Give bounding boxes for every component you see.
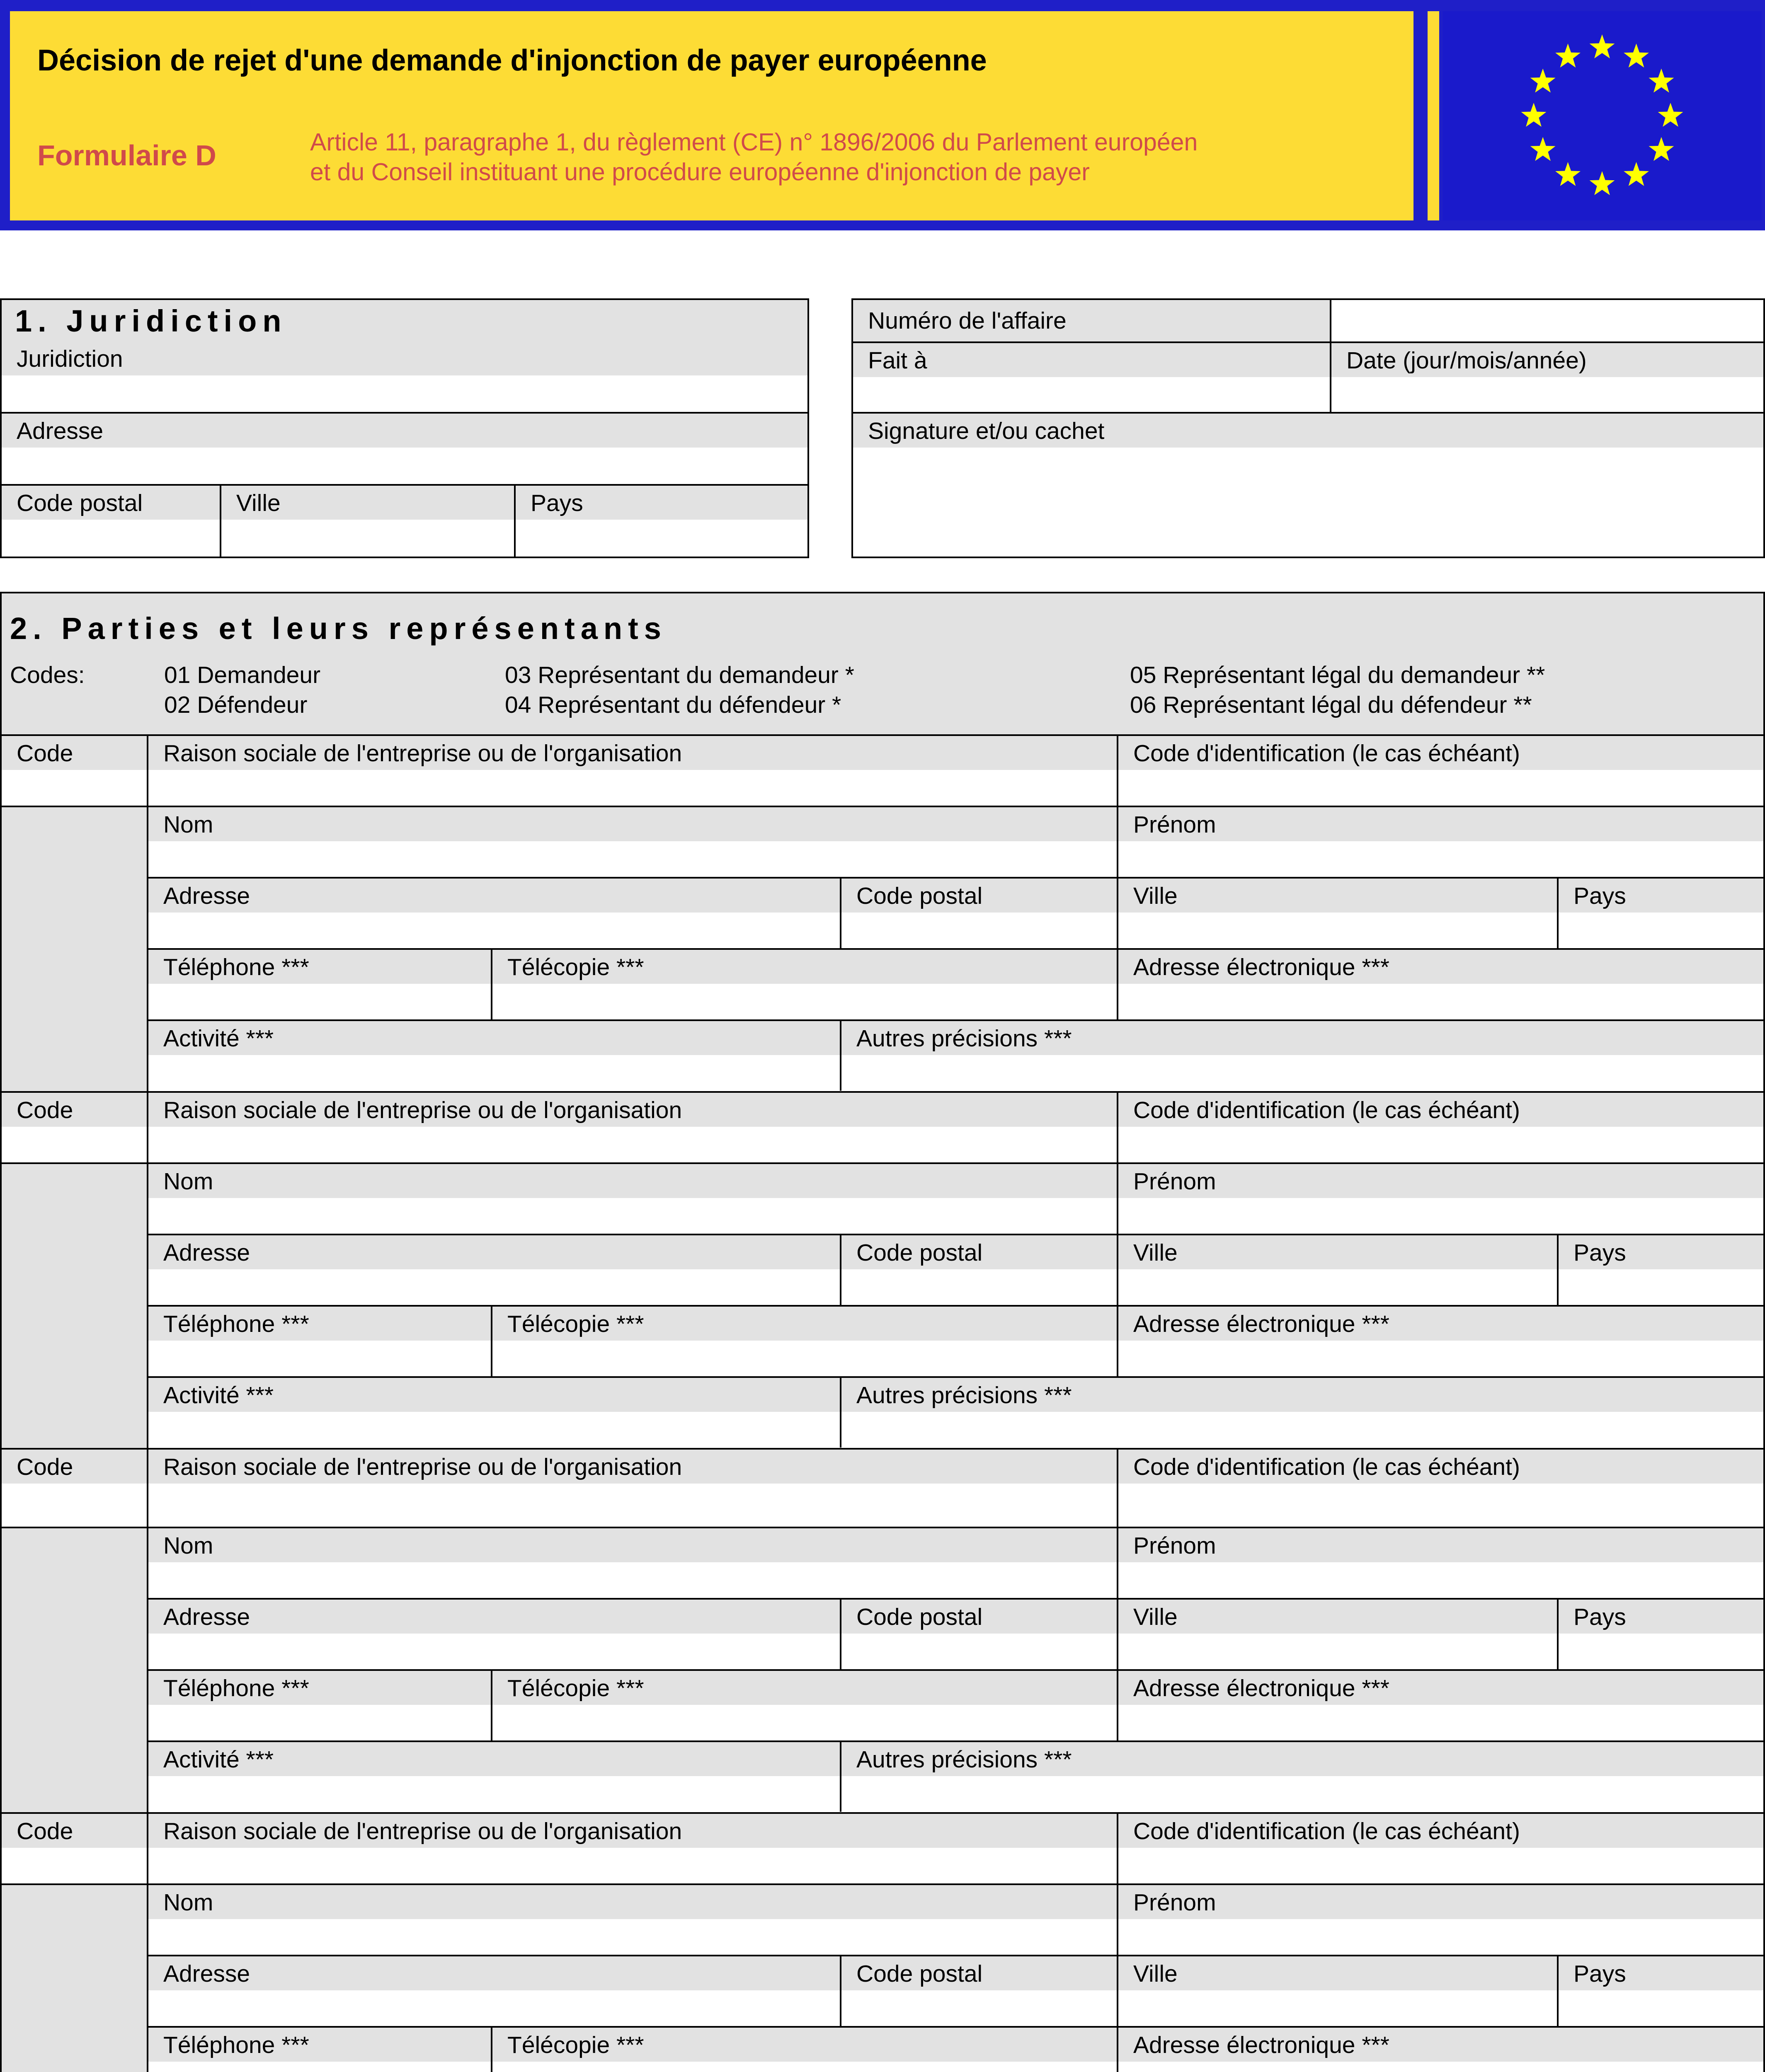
case-number-label: Numéro de l'affaire: [853, 300, 1330, 341]
party-2-email-field-label: Adresse électronique ***: [1118, 1307, 1763, 1341]
party-1-phone-field[interactable]: [148, 950, 491, 1019]
party-4-firstname-field[interactable]: [1118, 1885, 1763, 1955]
party-4-city-field-label: Ville: [1118, 1956, 1557, 1990]
section-juridiction-title: 1. Juridiction: [15, 304, 287, 338]
party-2-phone-field-label: Téléphone ***: [148, 1307, 491, 1341]
header-banner: [0, 0, 1765, 230]
party-2-occupation-field[interactable]: [148, 1378, 840, 1447]
party-2-phone-field[interactable]: [148, 1307, 491, 1376]
party-1-fax-field[interactable]: [492, 950, 1117, 1019]
party-2-code-column: [2, 1164, 147, 1449]
party-1-email-field-label: Adresse électronique ***: [1118, 950, 1763, 984]
party-3-firstname-field-label: Prénom: [1118, 1528, 1763, 1562]
party-1-company-field[interactable]: [148, 736, 1117, 806]
party-1-city-field[interactable]: [1118, 879, 1557, 948]
party-4-email-field-label: Adresse électronique ***: [1118, 2028, 1763, 2062]
party-3-company-field[interactable]: [148, 1450, 1117, 1527]
party-3-code-field-label: Code: [2, 1450, 147, 1484]
party-3-city-field-label: Ville: [1118, 1600, 1557, 1634]
juridiction-country-label: Pays: [516, 486, 807, 520]
header-strip: [1428, 11, 1439, 220]
party-1-company-field-label: Raison sociale de l'entreprise ou de l'organisation: [148, 736, 1117, 770]
party-3-address-field[interactable]: [148, 1600, 840, 1669]
eu-star-icon: [1590, 34, 1615, 58]
party-1-id-code-field[interactable]: [1118, 736, 1763, 806]
juridiction-address-label: Adresse: [2, 414, 807, 448]
party-1-name-field[interactable]: [148, 807, 1117, 877]
party-3-occupation-field[interactable]: [148, 1742, 840, 1812]
party-2-address-field-label: Adresse: [148, 1235, 840, 1269]
party-1-phone-field-label: Téléphone ***: [148, 950, 491, 984]
party-4-company-field[interactable]: [148, 1814, 1117, 1883]
juridiction-field[interactable]: [2, 341, 807, 412]
party-2-fax-field[interactable]: [492, 1307, 1117, 1376]
section-juridiction: [0, 298, 809, 558]
place-label: Fait à: [853, 343, 1330, 377]
party-2-company-field-label: Raison sociale de l'entreprise ou de l'organisation: [148, 1093, 1117, 1127]
party-4-name-field[interactable]: [148, 1885, 1117, 1955]
party-3-other-details-field[interactable]: [841, 1742, 1763, 1812]
party-3-phone-field[interactable]: [148, 1671, 491, 1740]
party-1-code-field[interactable]: [2, 736, 147, 806]
party-3-occupation-field-label: Activité ***: [148, 1742, 840, 1776]
party-2-name-field[interactable]: [148, 1164, 1117, 1234]
party-2-country-field-label: Pays: [1559, 1235, 1763, 1269]
party-3-id-code-field-label: Code d'identification (le cas échéant): [1118, 1450, 1763, 1484]
party-1-code-field-label: Code: [2, 736, 147, 770]
party-2-firstname-field-label: Prénom: [1118, 1164, 1763, 1198]
party-4-phone-field-label: Téléphone ***: [148, 2028, 491, 2062]
code-01: 01 Demandeur: [164, 662, 321, 688]
party-3-company-field-label: Raison sociale de l'entreprise ou de l'organisation: [148, 1450, 1117, 1484]
party-2-code-field-label: Code: [2, 1093, 147, 1127]
party-2-other-details-field-label: Autres précisions ***: [841, 1378, 1763, 1412]
place-field[interactable]: [853, 343, 1330, 412]
party-3-code-field[interactable]: [2, 1450, 147, 1527]
party-1-city-field-label: Ville: [1118, 879, 1557, 913]
party-2-code-field[interactable]: [2, 1093, 147, 1162]
party-3-name-field[interactable]: [148, 1528, 1117, 1598]
form-label: Formulaire D: [37, 139, 216, 172]
party-1-code-column: [2, 807, 147, 1092]
legal-basis-line-1: Article 11, paragraphe 1, du règlement (CE) n° 1896/2006 du Parlement européen: [310, 128, 1198, 156]
signature-label: Signature et/ou cachet: [853, 414, 1763, 448]
signature-field[interactable]: [853, 414, 1763, 557]
party-2-email-field[interactable]: [1118, 1307, 1763, 1376]
party-3-country-field[interactable]: [1559, 1600, 1763, 1669]
party-3-other-details-field-label: Autres précisions ***: [841, 1742, 1763, 1776]
party-4-firstname-field-label: Prénom: [1118, 1885, 1763, 1919]
case-number-input[interactable]: [1331, 300, 1763, 341]
party-4-code-field[interactable]: [2, 1814, 147, 1883]
party-3-email-field[interactable]: [1118, 1671, 1763, 1740]
form-title: Décision de rejet d'une demande d'injonction de payer européenne: [37, 44, 987, 77]
party-2-id-code-field[interactable]: [1118, 1093, 1763, 1162]
party-4-code-column: [2, 1885, 147, 2072]
party-3-firstname-field[interactable]: [1118, 1528, 1763, 1598]
party-3-country-field-label: Pays: [1559, 1600, 1763, 1634]
party-3-fax-field-label: Télécopie ***: [492, 1671, 1117, 1705]
party-4-address-field-label: Adresse: [148, 1956, 840, 1990]
party-4-address-field[interactable]: [148, 1956, 840, 2026]
juridiction-city-field[interactable]: [221, 486, 514, 558]
party-2-city-field[interactable]: [1118, 1235, 1557, 1305]
party-block-2: [2, 1091, 1763, 1447]
party-3-address-field-label: Adresse: [148, 1600, 840, 1634]
party-2-postal-code-field-label: Code postal: [841, 1235, 1117, 1269]
party-4-city-field[interactable]: [1118, 1956, 1557, 2026]
party-4-postal-code-field-label: Code postal: [841, 1956, 1117, 1990]
party-1-country-field[interactable]: [1559, 879, 1763, 948]
party-4-phone-field[interactable]: [148, 2028, 491, 2072]
code-03: 03 Représentant du demandeur *: [505, 662, 854, 688]
code-05: 05 Représentant légal du demandeur **: [1130, 662, 1545, 688]
eu-star-icon: [1658, 103, 1683, 127]
party-4-country-field[interactable]: [1559, 1956, 1763, 2026]
party-4-postal-code-field[interactable]: [841, 1956, 1117, 2026]
section-parties-title: 2. Parties et leurs représentants: [10, 611, 667, 646]
eu-star-icon: [1555, 44, 1581, 68]
party-block-1: [2, 734, 1763, 1091]
party-3-postal-code-field[interactable]: [841, 1600, 1117, 1669]
party-3-email-field-label: Adresse électronique ***: [1118, 1671, 1763, 1705]
code-02: 02 Défendeur: [164, 692, 308, 718]
party-3-postal-code-field-label: Code postal: [841, 1600, 1117, 1634]
party-1-address-field-label: Adresse: [148, 879, 840, 913]
party-1-name-field-label: Nom: [148, 807, 1117, 841]
juridiction-postal-code-field[interactable]: [2, 486, 220, 558]
case-number-label-cell: [853, 300, 1330, 341]
party-1-postal-code-field[interactable]: [841, 879, 1117, 948]
party-4-id-code-field-label: Code d'identification (le cas échéant): [1118, 1814, 1763, 1848]
party-4-company-field-label: Raison sociale de l'entreprise ou de l'organisation: [148, 1814, 1117, 1848]
party-1-firstname-field[interactable]: [1118, 807, 1763, 877]
eu-star-icon: [1590, 171, 1615, 195]
eu-star-icon: [1521, 103, 1547, 127]
party-3-id-code-field[interactable]: [1118, 1450, 1763, 1527]
party-1-occupation-field-label: Activité ***: [148, 1021, 840, 1055]
party-1-address-field[interactable]: [148, 879, 840, 948]
party-4-country-field-label: Pays: [1559, 1956, 1763, 1990]
juridiction-address-field[interactable]: [2, 414, 807, 484]
party-2-occupation-field-label: Activité ***: [148, 1378, 840, 1412]
party-4-email-field[interactable]: [1118, 2028, 1763, 2072]
party-1-other-details-field-label: Autres précisions ***: [841, 1021, 1763, 1055]
eu-star-icon: [1555, 162, 1581, 186]
party-2-name-field-label: Nom: [148, 1164, 1117, 1198]
codes-label: Codes:: [10, 662, 85, 688]
party-1-postal-code-field-label: Code postal: [841, 879, 1117, 913]
juridiction-city-label: Ville: [221, 486, 514, 520]
case-details: [851, 298, 1765, 558]
party-3-phone-field-label: Téléphone ***: [148, 1671, 491, 1705]
eu-star-icon: [1624, 162, 1649, 186]
eu-star-icon: [1649, 69, 1674, 93]
party-1-email-field[interactable]: [1118, 950, 1763, 1019]
party-3-city-field[interactable]: [1118, 1600, 1557, 1669]
eu-flag-icon: [1443, 11, 1762, 220]
party-3-name-field-label: Nom: [148, 1528, 1117, 1562]
party-4-name-field-label: Nom: [148, 1885, 1117, 1919]
party-4-fax-field-label: Télécopie ***: [492, 2028, 1117, 2062]
legal-basis: [310, 127, 1198, 187]
eu-stars-icon: [1443, 11, 1762, 220]
party-block-3: [2, 1448, 1763, 1804]
party-2-company-field[interactable]: [148, 1093, 1117, 1162]
eu-star-icon: [1530, 69, 1556, 93]
party-2-other-details-field[interactable]: [841, 1378, 1763, 1447]
date-label: Date (jour/mois/année): [1331, 343, 1763, 377]
party-1-occupation-field[interactable]: [148, 1021, 840, 1091]
party-2-fax-field-label: Télécopie ***: [492, 1307, 1117, 1341]
header-divider: [1413, 11, 1428, 220]
header-title-panel: [10, 11, 1415, 220]
eu-star-icon: [1624, 44, 1649, 68]
party-1-fax-field-label: Télécopie ***: [492, 950, 1117, 984]
party-2-postal-code-field[interactable]: [841, 1235, 1117, 1305]
section-parties: [0, 592, 1765, 2072]
juridiction-postal-code-label: Code postal: [2, 486, 220, 520]
party-2-address-field[interactable]: [148, 1235, 840, 1305]
party-4-code-field-label: Code: [2, 1814, 147, 1848]
party-1-id-code-field-label: Code d'identification (le cas échéant): [1118, 736, 1763, 770]
party-2-id-code-field-label: Code d'identification (le cas échéant): [1118, 1093, 1763, 1127]
party-2-country-field[interactable]: [1559, 1235, 1763, 1305]
code-04: 04 Représentant du défendeur *: [505, 692, 841, 718]
party-block-4: [2, 1812, 1763, 2072]
eu-star-icon: [1649, 137, 1674, 161]
party-1-country-field-label: Pays: [1559, 879, 1763, 913]
party-4-id-code-field[interactable]: [1118, 1814, 1763, 1883]
party-4-fax-field[interactable]: [492, 2028, 1117, 2072]
juridiction-label: Juridiction: [2, 341, 807, 375]
eu-star-icon: [1530, 137, 1556, 161]
date-field[interactable]: [1331, 343, 1763, 412]
code-06: 06 Représentant légal du défendeur **: [1130, 692, 1532, 718]
party-2-city-field-label: Ville: [1118, 1235, 1557, 1269]
party-1-other-details-field[interactable]: [841, 1021, 1763, 1091]
legal-basis-line-2: et du Conseil instituant une procédure européenne d'injonction de payer: [310, 158, 1090, 186]
party-1-firstname-field-label: Prénom: [1118, 807, 1763, 841]
party-3-code-column: [2, 1528, 147, 1813]
juridiction-country-field[interactable]: [516, 486, 807, 558]
party-2-firstname-field[interactable]: [1118, 1164, 1763, 1234]
party-3-fax-field[interactable]: [492, 1671, 1117, 1740]
